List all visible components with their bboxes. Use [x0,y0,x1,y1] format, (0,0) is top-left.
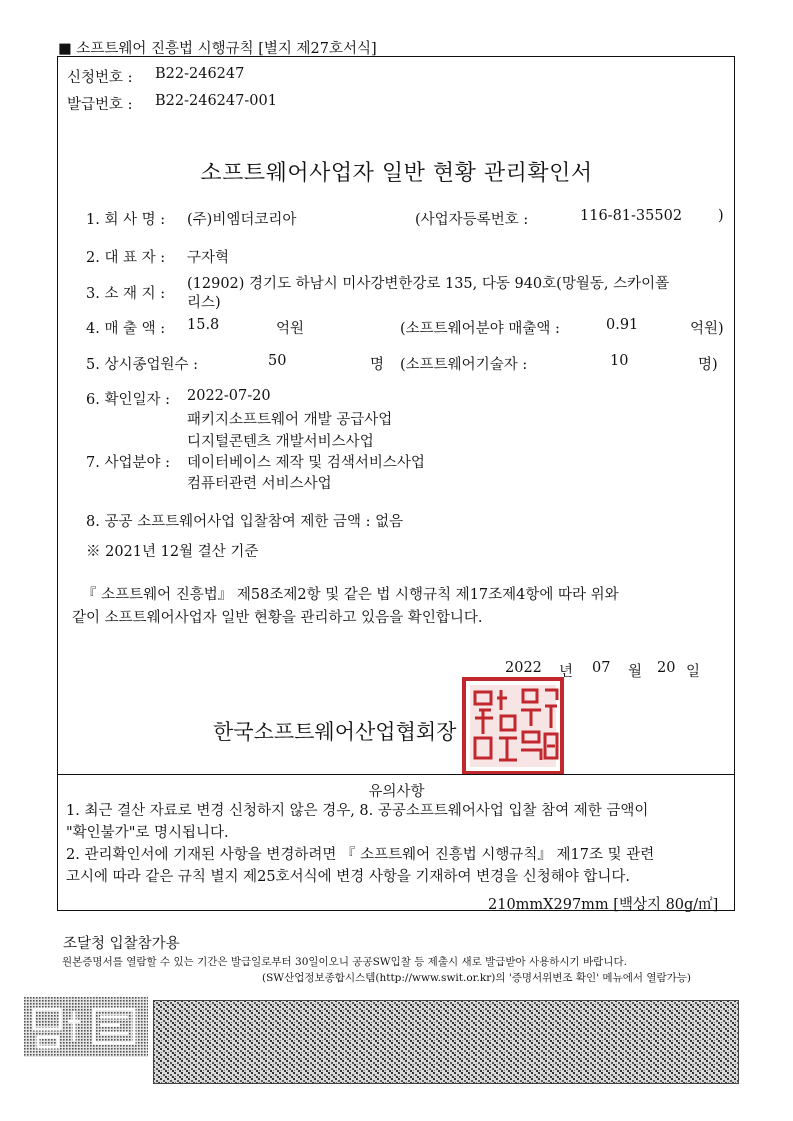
confirm-date-value: 2022-07-20 [187,388,271,404]
notes-line: 1. 최근 결산 자료로 변경 신청하지 않은 경우, 8. 공공소프트웨어사업 입찰 참여 제한 금액이 [66,803,649,819]
business-fields-label: 7. 사업분야 : [86,455,170,471]
notes-heading: 유의사항 [368,784,425,800]
statement-line1: 『 소프트웨어 진흥법』 제58조제2항 및 같은 법 시행규칙 제17조제4항에 따라 위와 [82,587,619,603]
ceo-label: 2. 대 표 자 : [86,250,166,266]
business-field-item: 컴퓨터관련 서비스사업 [187,476,332,492]
issue-year: 2022 [505,660,542,676]
business-reg-close: ) [718,208,724,224]
confirm-date-label: 6. 확인일자 : [86,392,170,408]
company-name: (주)비엠더코리아 [187,212,297,228]
issue-day-unit: 일 [686,664,701,680]
footer-notice: 원본증명서를 열람할 수 있는 기간은 발급일로부터 30일이오니 공공SW입찰 등 제출시 새로 발급받아 사용하시기 바랍니다. [62,956,627,968]
footer-notice-link: (SW산업정보종합시스템(http://www.swit.or.kr)의 '증명서위변조 확인' 메뉴에서 열람가능) [262,972,691,984]
address-line1: (12902) 경기도 하남시 미사강변한강로 135, 다동 940호(망월동, 스카이폴 [187,276,670,292]
business-reg-number: 116-81-35502 [580,208,683,224]
issue-number-label: 발급번호 : [67,97,133,113]
official-seal [461,676,565,776]
notes-divider [58,774,734,775]
sw-sales-unit: 억원) [690,321,724,337]
address-label: 3. 소 재 지 : [86,286,166,302]
statement-line2: 같이 소프트웨어사업자 일반 현황을 관리하고 있음을 확인합니다. [72,610,483,626]
sales-value: 15.8 [187,317,220,333]
issue-day: 20 [657,660,676,676]
sales-unit: 억원 [276,321,305,337]
issue-month-unit: 월 [628,664,643,680]
sw-sales-label: (소프트웨어분야 매출액 : [400,321,560,337]
usage-purpose: 조달청 입찰참가용 [63,936,180,952]
document-title: 소프트웨어사업자 일반 현황 관리확인서 [200,161,593,186]
notes-line: "확인불가"로 명시됩니다. [66,825,229,841]
sw-sales-value: 0.91 [606,317,639,333]
address-line2: 리스) [187,295,221,311]
paper-size: 210mmX297mm [백상지 80g/㎡] [488,897,719,913]
sales-label: 4. 매 출 액 : [86,321,166,337]
employees-value: 50 [268,353,287,369]
sw-engineers-label: (소프트웨어기술자 : [400,357,528,373]
sw-engineers-unit: 명) [698,357,718,373]
sw-engineers-value: 10 [610,353,629,369]
form-tag: ■ 소프트웨어 진흥법 시행규칙 [별지 제27호서식] [58,41,377,57]
application-number-value: B22-246247 [155,66,245,82]
verification-code-icon [24,997,148,1057]
company-label: 1. 회 사 명 : [86,212,166,228]
business-field-item: 패키지소프트웨어 개발 공급사업 [187,412,393,428]
settlement-note: ※ 2021년 12월 결산 기준 [86,544,259,560]
issue-year-unit: 년 [559,664,574,680]
employees-unit: 명 [370,357,385,373]
notes-line: 2. 관리확인서에 기재된 사항을 변경하려면 『 소프트웨어 진흥법 시행규칙』 제17조 및 관련 [66,847,655,863]
bid-limit: 8. 공공 소프트웨어사업 입찰참여 제한 금액 : 없음 [86,514,404,530]
business-reg-label: (사업자등록번호 : [415,212,529,228]
application-number-label: 신청번호 : [67,70,133,86]
notes-body [66,800,732,888]
business-field-item: 디지털콘텐츠 개발서비스사업 [187,434,374,450]
issue-month: 07 [592,660,611,676]
ceo-name: 구자혁 [187,250,230,266]
employees-label: 5. 상시종업원수 : [86,357,198,373]
notes-line: 고시에 따라 같은 규칙 별지 제25호서식에 변경 사항을 기재하여 변경을 신청해야 합니다. [66,869,631,885]
issue-number-value: B22-246247-001 [155,93,277,109]
document-barcode [153,1000,739,1084]
business-field-item: 데이터베이스 제작 및 검색서비스사업 [187,455,425,471]
issuer-name: 한국소프트웨어산업협회장 [213,720,457,744]
